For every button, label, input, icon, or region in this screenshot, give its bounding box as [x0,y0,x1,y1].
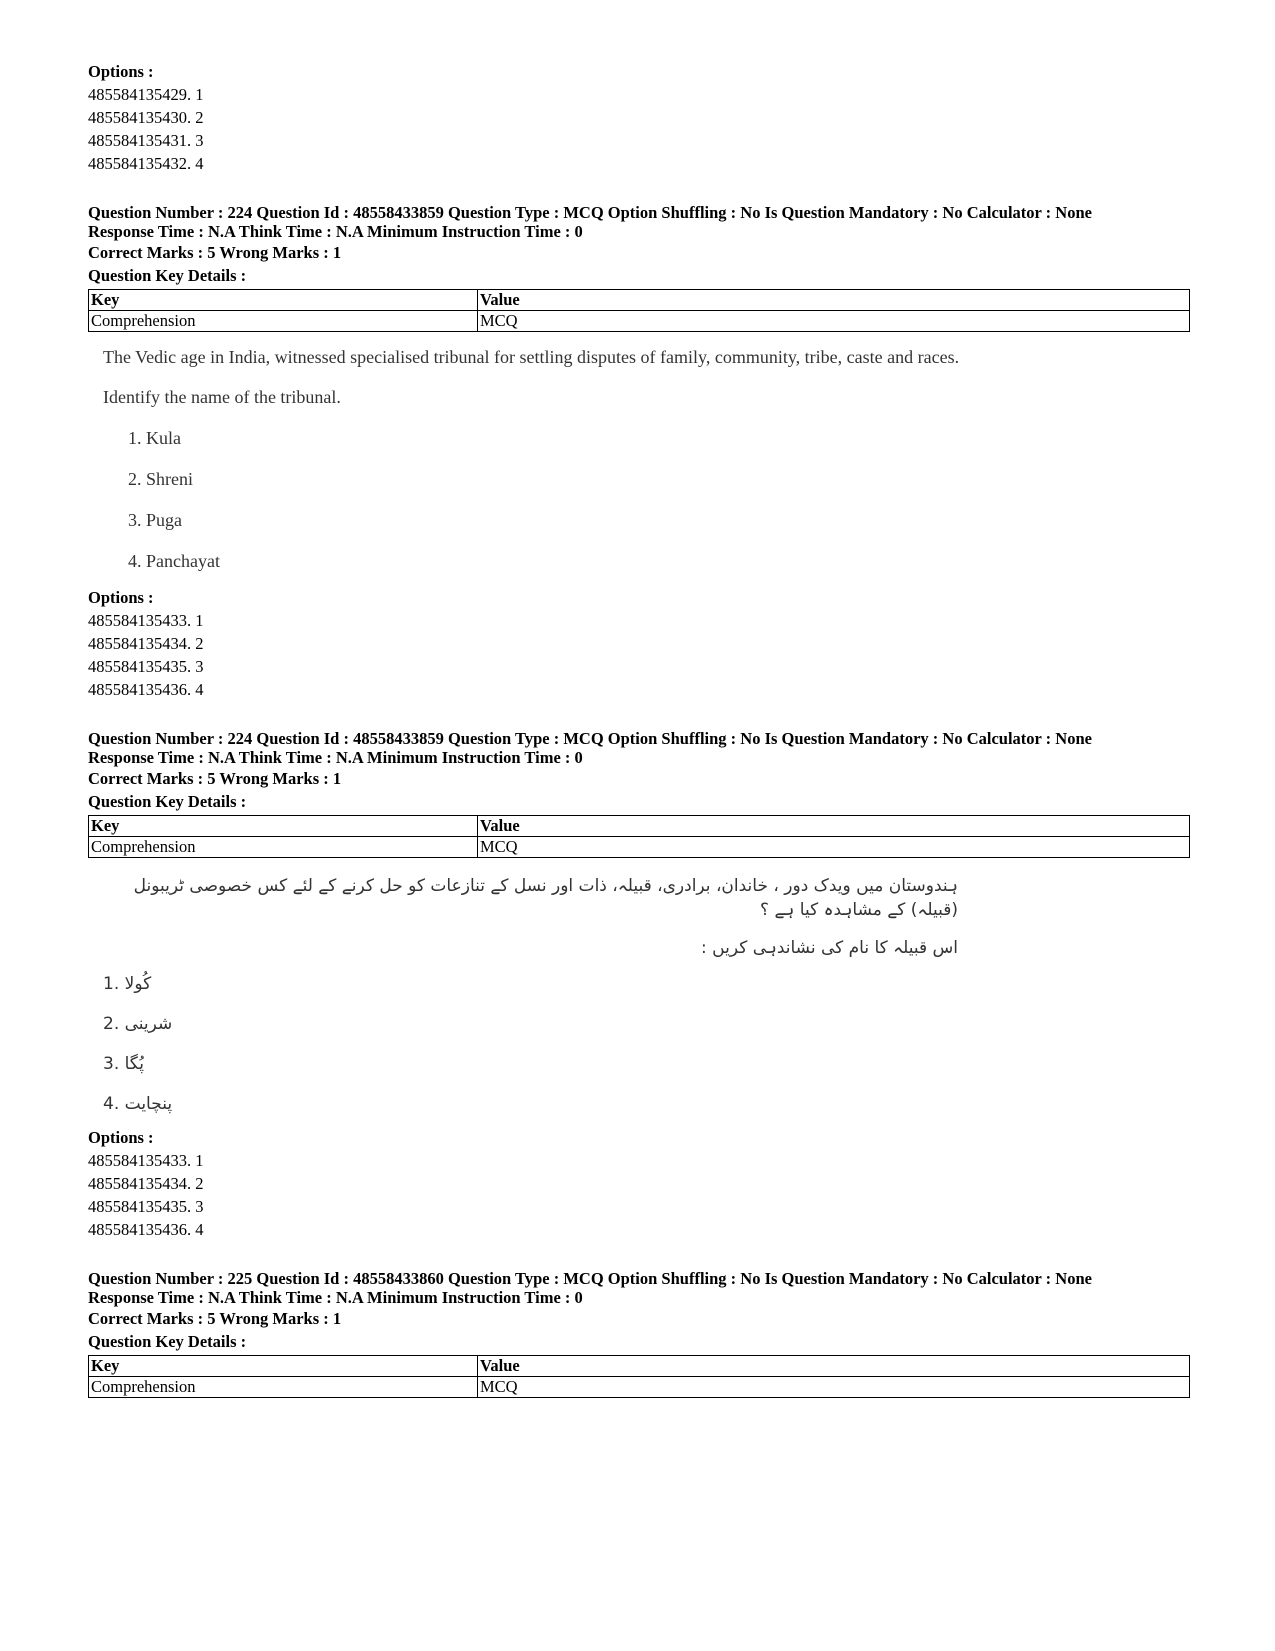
question-content [88,874,1188,1114]
key-details-table [88,289,1190,332]
options-section [88,1126,1188,1241]
table-cell-value: MCQ [478,837,1190,858]
question-timing: Response Time : N.A Think Time : N.A Minimum Instruction Time : 0 [88,1288,583,1307]
key-details-table [88,1355,1190,1398]
question-marks: Correct Marks : 5 Wrong Marks : 1 [88,1309,342,1328]
answer-choice: 2. شرینی [103,1014,173,1034]
table-header-value: Value [478,816,1190,837]
question-text: ہندوستان میں ویدک دور ، خاندان، برادری، قبیلہ، ذات اور نسل کے تنازعات کو حل کرنے کے لئے کس خصوصی ٹریبونل (قبیلہ) کے مشاہدہ کیا ہے ؟ [133,876,958,920]
key-details-label: Question Key Details : [88,1332,247,1351]
option-line: 485584135431. 3 [88,131,204,150]
table-header-value: Value [478,1356,1190,1377]
option-line: 485584135432. 4 [88,154,204,173]
options-label: Options : [88,588,154,607]
question-prompt: Identify the name of the tribunal. [103,387,341,407]
question-prompt: اس قبیلہ کا نام کی نشاندہی کریں : [701,938,958,958]
answer-choice: 1. کُولا [103,974,152,994]
table-cell-value: MCQ [478,311,1190,332]
option-line: 485584135433. 1 [88,1151,204,1170]
question-meta: Question Number : 225 Question Id : 48558433860 Question Type : MCQ Option Shuffling : No Is Question Mandatory : No Calculator : None [88,1269,1092,1288]
option-line: 485584135434. 2 [88,1174,204,1193]
options-label: Options : [88,62,154,81]
key-details-table [88,815,1190,858]
key-details-label: Question Key Details : [88,792,247,811]
answer-choice: 4. Panchayat [128,551,220,571]
table-cell-key: Comprehension [89,1377,478,1398]
option-line: 485584135429. 1 [88,85,204,104]
table-header-key: Key [89,290,478,311]
question-block [88,729,1188,1241]
answer-choice: 2. Shreni [128,469,193,489]
question-text: The Vedic age in India, witnessed specialised tribunal for settling disputes of family, community, tribe, caste and races. [103,347,960,367]
option-line: 485584135434. 2 [88,634,204,653]
table-header-key: Key [89,1356,478,1377]
option-line: 485584135430. 2 [88,108,204,127]
question-meta: Question Number : 224 Question Id : 48558433859 Question Type : MCQ Option Shuffling : No Is Question Mandatory : No Calculator : None [88,729,1092,748]
answer-choice: 1. Kula [128,428,181,448]
question-content [88,346,1188,572]
answer-choice: 4. پنچایت [103,1094,173,1114]
option-line: 485584135436. 4 [88,680,204,699]
question-timing: Response Time : N.A Think Time : N.A Minimum Instruction Time : 0 [88,748,583,767]
question-marks: Correct Marks : 5 Wrong Marks : 1 [88,243,342,262]
question-marks: Correct Marks : 5 Wrong Marks : 1 [88,769,342,788]
question-block [88,203,1188,701]
answer-choice: 3. پُگا [103,1054,144,1074]
option-line: 485584135436. 4 [88,1220,204,1239]
option-line: 485584135435. 3 [88,1197,204,1216]
options-label: Options : [88,1128,154,1147]
options-section [88,60,1188,175]
table-header-value: Value [478,290,1190,311]
answer-choice: 3. Puga [128,510,182,530]
question-block [88,1269,1188,1398]
key-details-label: Question Key Details : [88,266,247,285]
table-cell-key: Comprehension [89,311,478,332]
table-cell-value: MCQ [478,1377,1190,1398]
table-header-key: Key [89,816,478,837]
table-cell-key: Comprehension [89,837,478,858]
question-meta: Question Number : 224 Question Id : 48558433859 Question Type : MCQ Option Shuffling : No Is Question Mandatory : No Calculator : None [88,203,1092,222]
option-line: 485584135433. 1 [88,611,204,630]
question-timing: Response Time : N.A Think Time : N.A Minimum Instruction Time : 0 [88,222,583,241]
options-section [88,586,1188,701]
document-page [88,60,1188,1398]
option-line: 485584135435. 3 [88,657,204,676]
